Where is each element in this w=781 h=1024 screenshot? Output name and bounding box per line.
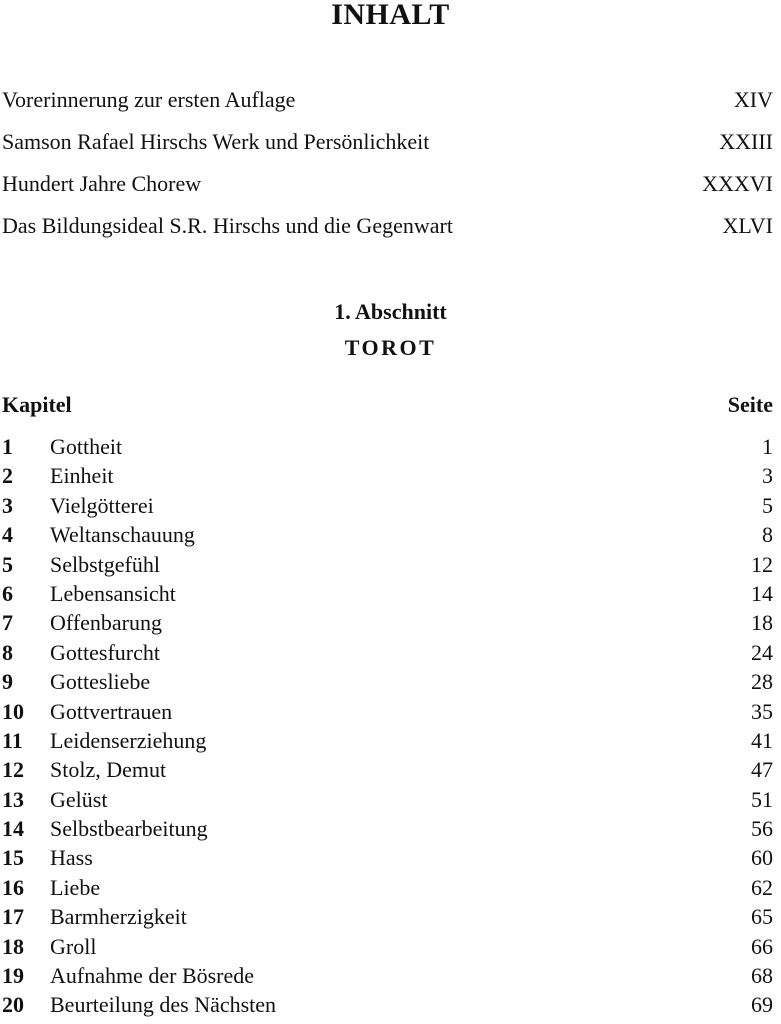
chapter-page: 3	[762, 463, 773, 489]
chapter-title: Aufnahme der Bösrede	[50, 963, 255, 989]
chapter-number: 16	[2, 874, 24, 900]
chapter-number: 9	[2, 669, 13, 695]
chapter-title: Gottesfurcht	[50, 639, 160, 665]
entry-title: Samson Rafael Hirschs Werk und Persönlichkeit	[2, 129, 430, 154]
chapter-number: 3	[2, 492, 13, 518]
chapter-page: 35	[751, 698, 773, 724]
chapter-number: 7	[2, 610, 13, 636]
chapter-row	[2, 491, 773, 520]
chapter-title: Leidenserziehung	[50, 727, 207, 753]
chapter-page: 14	[751, 580, 773, 606]
chapter-number: 19	[2, 963, 24, 989]
chapter-row	[2, 461, 773, 490]
chapter-number: 2	[2, 463, 13, 489]
chapter-row	[2, 755, 773, 784]
preliminary-entry	[2, 86, 773, 114]
chapter-row	[2, 873, 773, 902]
page-title: INHALT	[331, 0, 450, 31]
section-name: TOROT	[344, 335, 437, 360]
chapter-number: 18	[2, 933, 24, 959]
chapter-page: 60	[751, 845, 773, 871]
chapter-page: 69	[751, 992, 773, 1018]
column-headers	[2, 391, 773, 419]
chapter-number: 14	[2, 816, 24, 842]
chapter-title: Offenbarung	[50, 610, 162, 636]
preliminary-entry	[2, 170, 773, 198]
chapter-page: 51	[751, 786, 773, 812]
chapter-title: Gottesliebe	[50, 669, 151, 695]
entry-page: XXXVI	[702, 171, 773, 196]
chapter-number: 5	[2, 551, 13, 577]
entry-title: Hundert Jahre Chorew	[2, 171, 202, 196]
entry-title: Vorerinnerung zur ersten Auflage	[2, 87, 296, 112]
chapter-title: Gottvertrauen	[50, 698, 173, 724]
chapter-title: Selbstbearbeitung	[50, 816, 208, 842]
chapter-page: 5	[762, 492, 773, 518]
chapter-page: 12	[751, 551, 773, 577]
preliminary-entry	[2, 128, 773, 156]
chapter-number: 12	[2, 757, 24, 783]
chapter-page: 8	[762, 522, 773, 548]
chapter-row	[2, 550, 773, 579]
chapter-title: Gelüst	[50, 786, 108, 812]
chapter-row	[2, 579, 773, 608]
chapter-number: 6	[2, 580, 13, 606]
chapter-title: Weltanschauung	[50, 522, 195, 548]
chapter-page: 41	[751, 727, 773, 753]
chapter-row	[2, 902, 773, 931]
chapter-row	[2, 785, 773, 814]
chapter-title: Gottheit	[50, 434, 123, 459]
chapter-title: Liebe	[50, 874, 101, 900]
chapter-page: 56	[751, 816, 773, 842]
chapter-title: Lebensansicht	[50, 580, 176, 606]
chapter-row	[2, 961, 773, 990]
chapter-row	[2, 520, 773, 549]
chapter-page: 68	[751, 963, 773, 989]
chapter-column-header: Kapitel	[2, 392, 72, 417]
chapter-row	[2, 814, 773, 843]
chapter-number: 17	[2, 904, 24, 930]
entry-page: XXIII	[719, 129, 773, 154]
chapter-row	[2, 932, 773, 961]
chapter-row	[2, 638, 773, 667]
page-column-header: Seite	[727, 392, 773, 417]
chapter-page: 18	[751, 610, 773, 636]
chapter-title: Stolz, Demut	[50, 757, 167, 783]
chapter-number: 20	[2, 992, 24, 1018]
chapter-number: 11	[2, 727, 23, 753]
chapter-page: 47	[751, 757, 773, 783]
chapter-row	[2, 726, 773, 755]
chapter-page: 1	[762, 434, 773, 459]
chapter-title: Hass	[50, 845, 93, 871]
chapter-page: 66	[751, 933, 773, 959]
preliminary-entry	[2, 212, 773, 240]
chapter-title: Beurteilung des Nächsten	[50, 992, 277, 1018]
chapter-number: 10	[2, 698, 24, 724]
chapter-title: Einheit	[50, 463, 114, 489]
chapter-number: 15	[2, 845, 24, 871]
chapter-title: Selbstgefühl	[50, 551, 160, 577]
chapter-number: 4	[2, 522, 13, 548]
chapter-number: 1	[2, 434, 13, 459]
chapter-page: 24	[751, 639, 773, 665]
chapter-number: 8	[2, 639, 13, 665]
entry-page: XIV	[733, 87, 773, 112]
chapter-title: Barmherzigkeit	[50, 904, 187, 930]
chapter-row	[2, 667, 773, 696]
entry-page: XLVI	[722, 213, 773, 238]
chapter-page: 28	[751, 669, 773, 695]
chapter-list	[2, 432, 773, 1020]
chapter-number: 13	[2, 786, 24, 812]
entry-title: Das Bildungsideal S.R. Hirschs und die Gegenwart	[2, 213, 453, 238]
chapter-row	[2, 608, 773, 637]
chapter-row	[2, 697, 773, 726]
chapter-title: Vielgötterei	[50, 492, 154, 518]
chapter-page: 65	[751, 904, 773, 930]
chapter-row	[2, 990, 773, 1019]
chapter-row	[2, 843, 773, 872]
chapter-row	[2, 432, 773, 461]
section-number: 1. Abschnitt	[334, 299, 447, 324]
chapter-title: Groll	[50, 933, 97, 959]
chapter-page: 62	[751, 874, 773, 900]
